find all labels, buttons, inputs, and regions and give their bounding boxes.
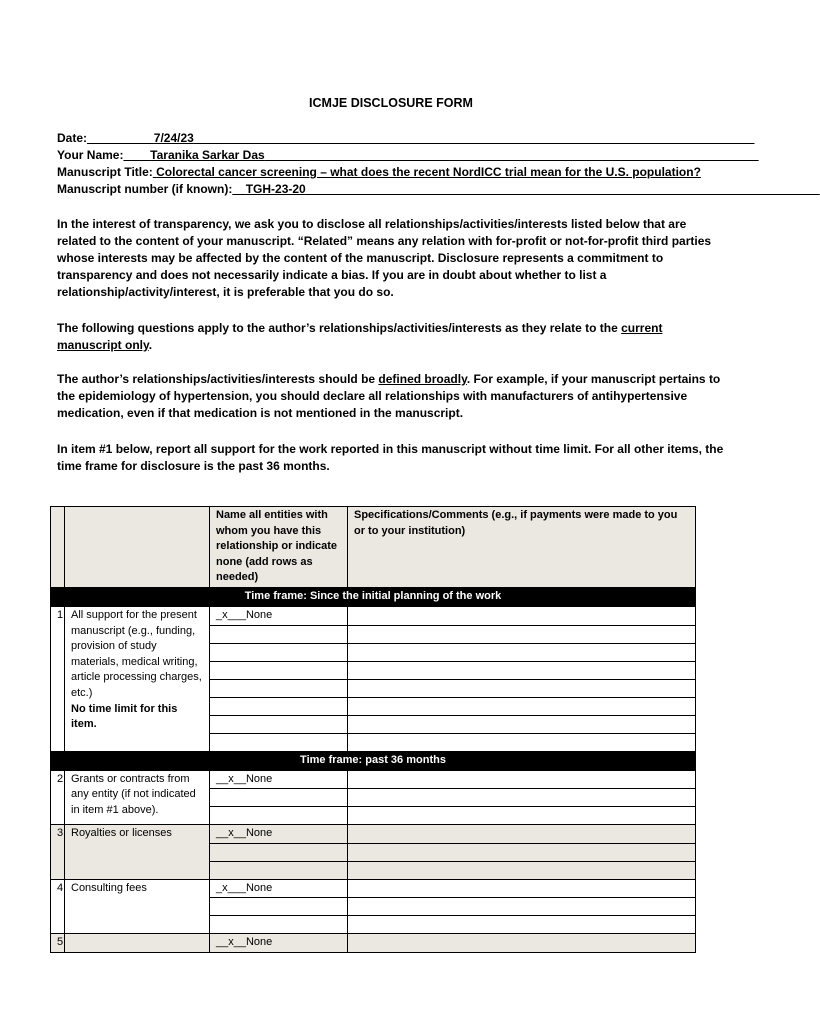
entity-cell[interactable]: __x__None — [210, 770, 348, 789]
disclosure-table — [50, 506, 696, 953]
entity-cell[interactable] — [210, 843, 348, 861]
entity-cell[interactable] — [210, 697, 348, 715]
name-label: Your Name: — [57, 148, 124, 162]
date-label: Date: — [57, 131, 88, 145]
manuscript-title-field — [57, 164, 725, 181]
spec-cell[interactable] — [348, 898, 696, 916]
name-value-line[interactable]: ____Taranika Sarkar Das__________________________________________________________________________ — [123, 148, 759, 162]
paragraph-scope — [57, 320, 725, 354]
spec-cell[interactable] — [348, 625, 696, 643]
spec-cell[interactable] — [348, 697, 696, 715]
item-number: 5 — [51, 934, 65, 953]
entity-cell[interactable]: _x___None — [210, 879, 348, 898]
manuscript-number-label: Manuscript number (if known): — [57, 182, 233, 196]
entity-cell[interactable] — [210, 898, 348, 916]
manuscript-title-value-line[interactable] — [153, 165, 701, 179]
entity-cell[interactable] — [210, 715, 348, 733]
item-number: 2 — [51, 770, 65, 825]
date-value-line[interactable]: __________7/24/23____________________________________________________________________________________ — [87, 131, 755, 145]
paragraph-scope-end: . — [148, 338, 153, 352]
paragraph-broadly-underline: defined broadly — [378, 372, 467, 386]
item-number: 1 — [51, 606, 65, 751]
paragraph-broadly-end: . For example, if your manuscript pertains to the epidemiology of hypertension, you should declare all relationships with manufacturers of antihypertensive medication, even if that medication is not mentioned in the manuscript. — [57, 372, 721, 420]
spec-cell[interactable] — [348, 606, 696, 625]
table-row — [51, 879, 696, 898]
entity-cell[interactable] — [210, 861, 348, 879]
item-description: Royalties or licenses — [65, 825, 210, 880]
entity-cell[interactable]: __x__None — [210, 825, 348, 844]
date-field — [57, 130, 755, 147]
time-frame-band-2 — [51, 751, 696, 770]
paragraph-broadly — [57, 371, 725, 422]
form-title: ICMJE DISCLOSURE FORM — [309, 96, 473, 110]
time-frame-label-1: Time frame: Since the initial planning of the work — [51, 587, 696, 606]
name-value: Taranika Sarkar Das — [150, 148, 265, 162]
paragraph-scope-underline: current manuscript only — [57, 321, 663, 352]
paragraph-broadly-text: The author’s relationships/activities/interests should be — [57, 372, 379, 386]
manuscript-title-label: Manuscript Title: — [57, 165, 153, 179]
form-fields — [57, 130, 820, 198]
paragraph-scope-text: The following questions apply to the author’s relationships/activities/interests as they relate to the — [57, 321, 622, 335]
entity-cell[interactable] — [210, 643, 348, 661]
time-frame-label-2: Time frame: past 36 months — [51, 751, 696, 770]
manuscript-title-value: Colorectal cancer screening – what does the recent NordICC trial mean for the U.S. population? — [156, 165, 701, 179]
spec-cell[interactable] — [348, 934, 696, 953]
spec-cell[interactable] — [348, 643, 696, 661]
item-description: Grants or contracts from any entity (if not indicated in item #1 above). — [65, 770, 210, 825]
table-header-row — [51, 507, 696, 588]
entity-cell[interactable]: _x___None — [210, 606, 348, 625]
entity-cell[interactable]: __x__None — [210, 934, 348, 953]
spec-cell[interactable] — [348, 916, 696, 934]
item-description: Consulting fees — [65, 879, 210, 934]
item-description-text: All support for the present manuscript (e.g., funding, provision of study materials, medical writing, article processing charges, etc.) — [71, 608, 202, 699]
entity-cell[interactable] — [210, 916, 348, 934]
item-number: 4 — [51, 879, 65, 934]
spec-cell[interactable] — [348, 661, 696, 679]
time-frame-band-1 — [51, 587, 696, 606]
spec-cell[interactable] — [348, 789, 696, 807]
paragraph-transparency: In the interest of transparency, we ask you to disclose all relationships/activities/interests listed below that are related to the content of your manuscript. “Related” means any relation with for-profit or not-for-profit third parties whose interests may be affected by the content of the manuscript. Disclosure represents a commitment to transparency and does not necessarily indicate a bias. If you are in doubt about whether to list a relationship/activity/interest, it is preferable that you do so. — [57, 217, 712, 299]
table-row — [51, 770, 696, 789]
date-value: 7/24/23 — [153, 131, 194, 145]
item-description-note: No time limit for this item. — [71, 702, 178, 731]
spec-cell[interactable] — [348, 861, 696, 879]
spec-cell[interactable] — [348, 879, 696, 898]
name-field — [57, 147, 759, 164]
spec-cell[interactable] — [348, 825, 696, 844]
spec-cell[interactable] — [348, 715, 696, 733]
table-row — [51, 825, 696, 844]
header-specs: Specifications/Comments (e.g., if payments were made to you or to your institution) — [348, 507, 696, 588]
spec-cell[interactable] — [348, 679, 696, 697]
item-description — [65, 934, 210, 953]
entity-cell[interactable] — [210, 661, 348, 679]
entity-cell[interactable] — [210, 733, 348, 751]
header-desc-cell — [65, 507, 210, 588]
table-row — [51, 606, 696, 625]
item-number: 3 — [51, 825, 65, 880]
spec-cell[interactable] — [348, 770, 696, 789]
header-entities: Name all entities with whom you have this relationship or indicate none (add rows as needed) — [210, 507, 348, 588]
spec-cell[interactable] — [348, 807, 696, 825]
entity-cell[interactable] — [210, 679, 348, 697]
item-description — [65, 606, 210, 751]
entity-cell[interactable] — [210, 789, 348, 807]
manuscript-number-value: TGH-23-20 — [245, 182, 306, 196]
manuscript-number-value-line[interactable]: __TGH-23-20_____________________________________________________________________________ — [232, 182, 820, 196]
table-row — [51, 934, 696, 953]
paragraph-time-limit: In item #1 below, report all support for the work reported in this manuscript without time limit. For all other items, the time frame for disclosure is the past 36 months. — [57, 442, 724, 473]
entity-cell[interactable] — [210, 625, 348, 643]
spec-cell[interactable] — [348, 843, 696, 861]
spec-cell[interactable] — [348, 733, 696, 751]
header-num-cell — [51, 507, 65, 588]
entity-cell[interactable] — [210, 807, 348, 825]
manuscript-number-field — [57, 181, 820, 198]
